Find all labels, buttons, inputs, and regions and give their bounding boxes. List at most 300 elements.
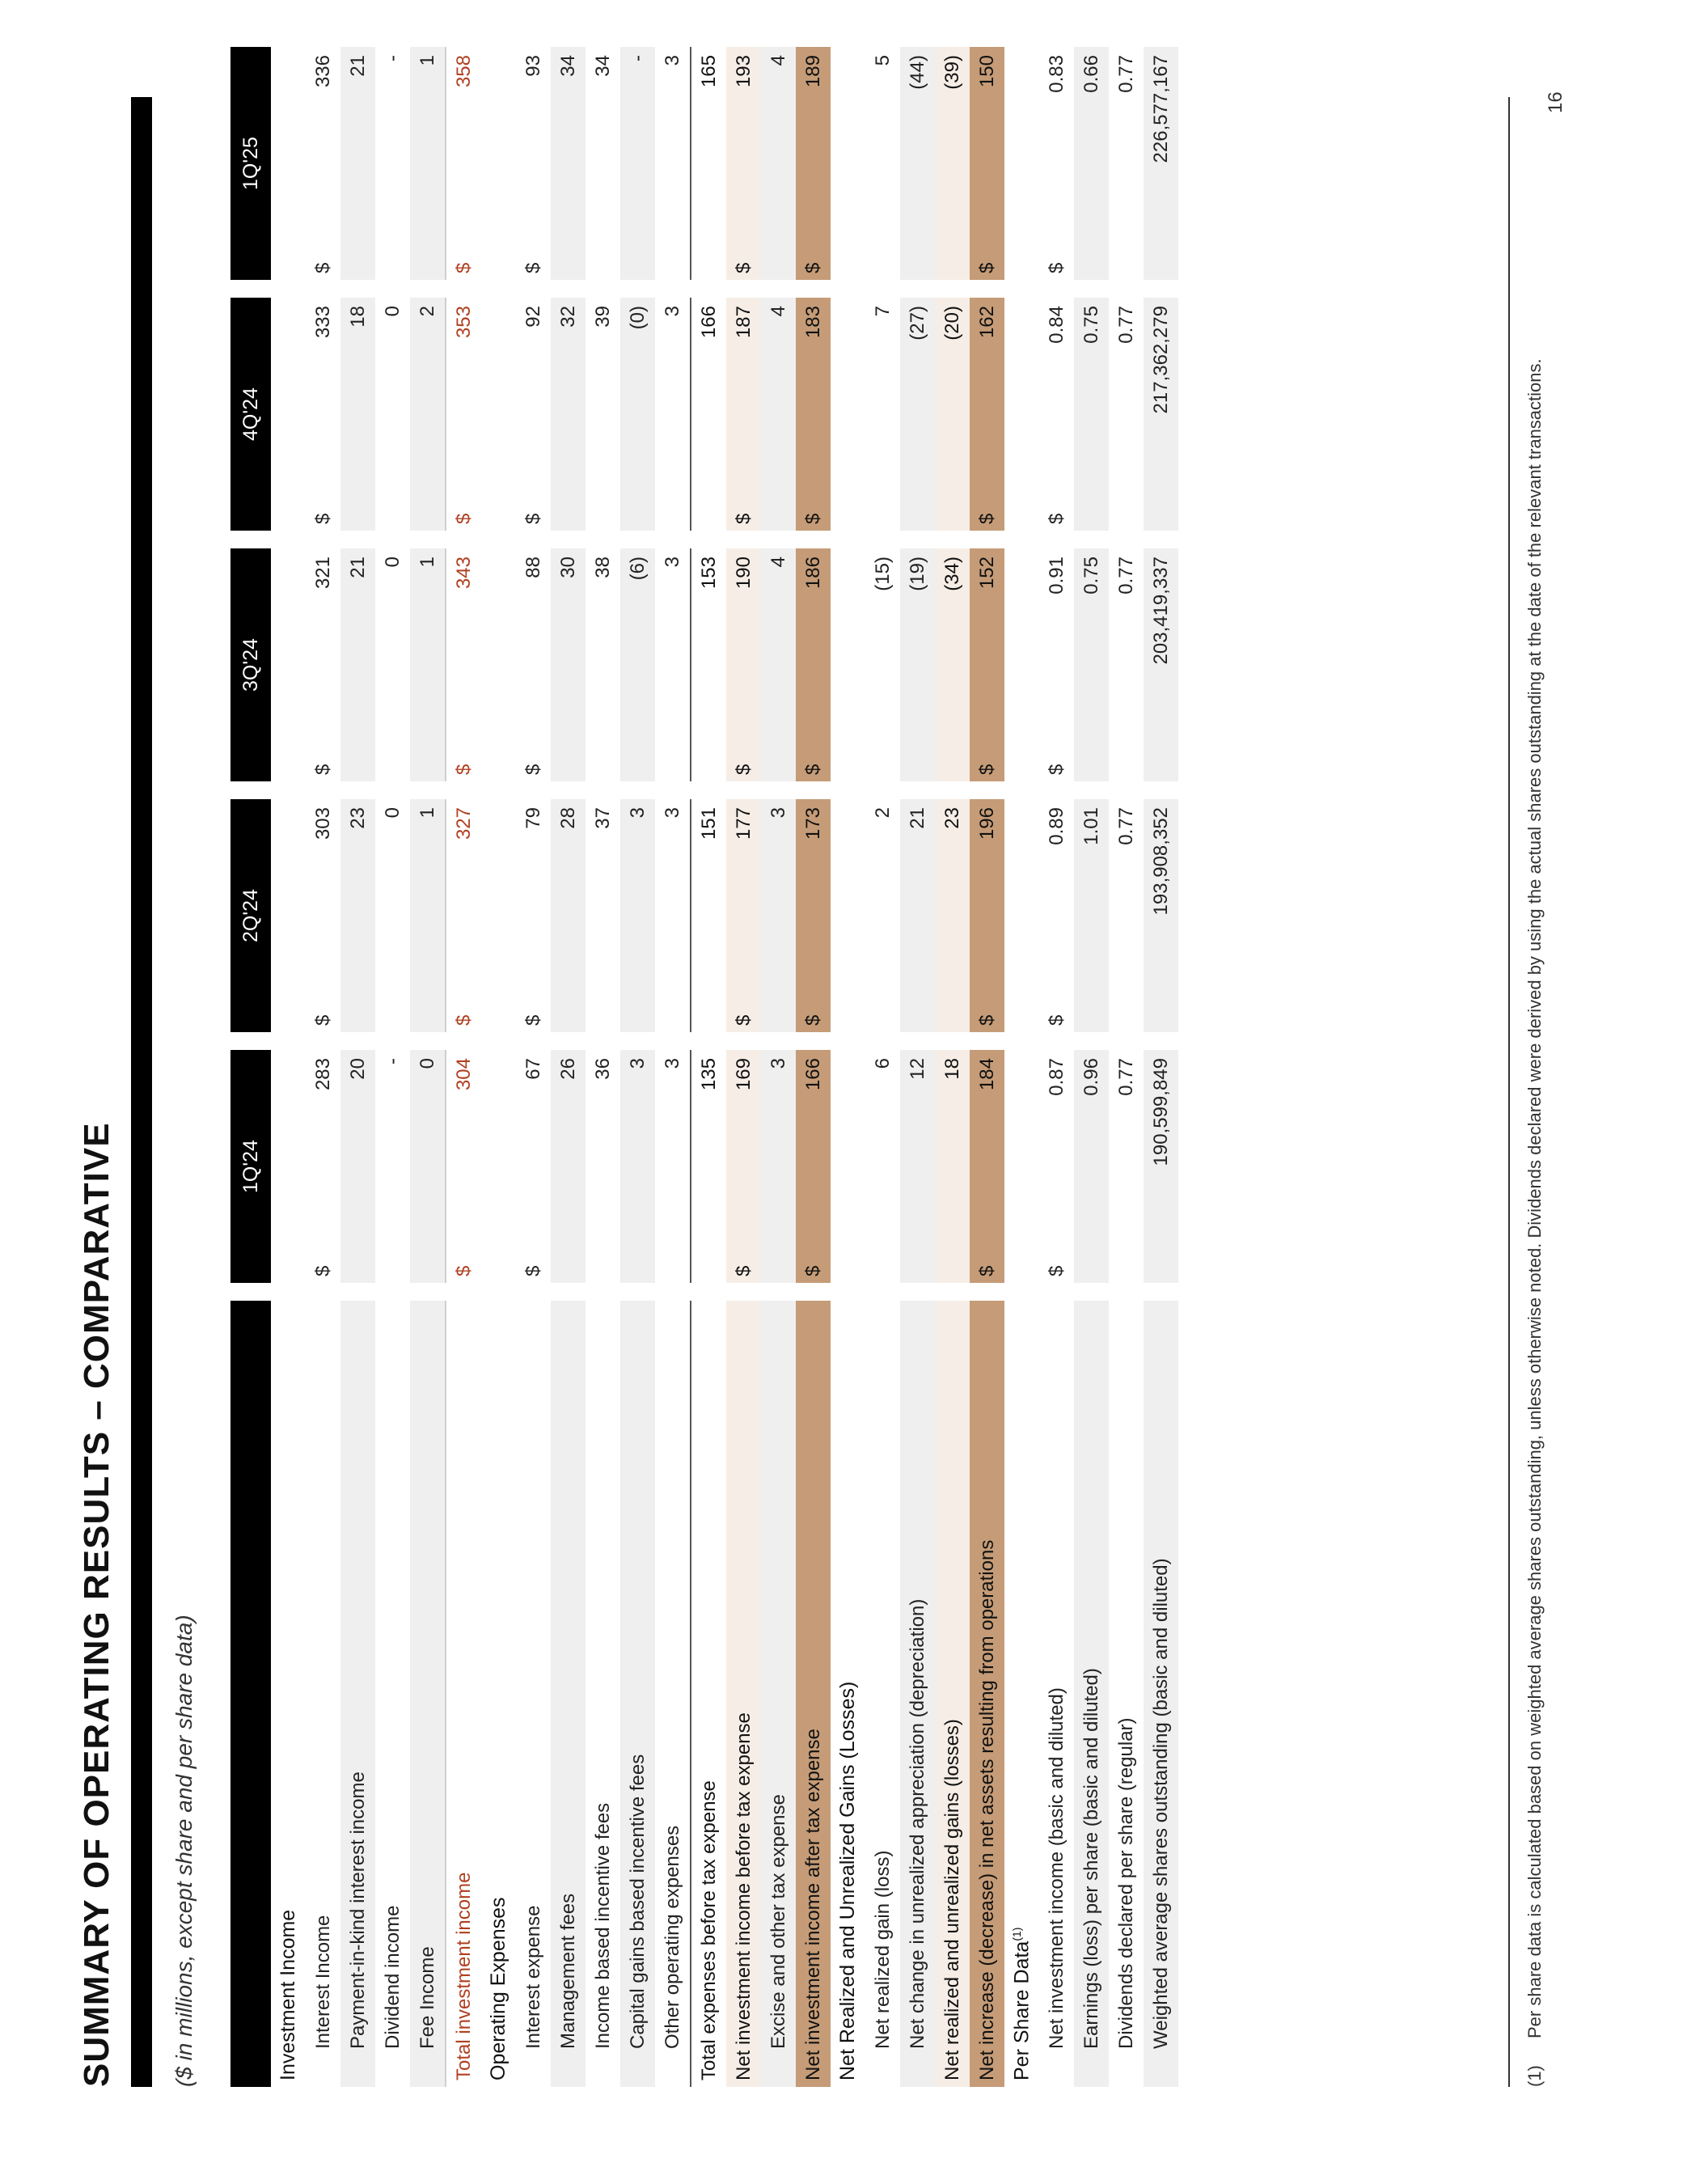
dollar-sign-cell <box>375 993 410 1032</box>
value-cell: (44) <box>900 47 935 241</box>
dollar-sign-cell: $ <box>311 764 334 775</box>
dollar-sign-cell <box>1004 241 1039 280</box>
value-cell: 0.75 <box>1074 548 1109 743</box>
value-cell <box>271 799 306 993</box>
value-cell: 165 <box>691 47 726 241</box>
dollar-sign-cell <box>481 1244 516 1283</box>
value-cell: 34 <box>551 47 586 241</box>
row-label-text: Other operating expenses <box>661 1825 683 2049</box>
value-cell <box>1004 548 1039 743</box>
dollar-sign-cell <box>1144 993 1178 1032</box>
dollar-sign-cell <box>1074 241 1109 280</box>
value-cell: 162 <box>970 298 1004 492</box>
column-gap <box>865 280 900 298</box>
column-gap <box>691 781 726 799</box>
row-label-text: Net realized gain (loss) <box>871 1850 894 2049</box>
table-row <box>1039 47 1074 2087</box>
row-label <box>761 1301 796 2087</box>
dollar-sign-cell <box>831 993 865 1032</box>
row-label <box>1074 1301 1109 2087</box>
value-cell: 0.77 <box>1114 557 1137 595</box>
column-gap <box>761 1032 796 1050</box>
column-gap <box>586 531 620 548</box>
dollar-sign-cell <box>271 492 306 531</box>
dollar-sign-cell <box>691 492 726 531</box>
column-gap <box>796 781 831 799</box>
dollar-sign-cell <box>761 241 796 280</box>
dollar-sign-cell <box>620 743 655 781</box>
row-label-text: Income based incentive fees <box>591 1802 614 2049</box>
column-gap <box>516 1283 551 1301</box>
column-gap <box>691 1032 726 1050</box>
value-cell: 0 <box>381 306 404 317</box>
value-cell: 18 <box>935 1050 970 1244</box>
value-cell: 135 <box>691 1050 726 1244</box>
dollar-sign-cell <box>831 492 865 531</box>
dollar-sign-cell: $ <box>1045 513 1068 524</box>
value-cell: 3 <box>620 799 655 993</box>
dollar-sign-cell: $ <box>726 492 761 531</box>
value-cell: 187 <box>726 298 761 492</box>
column-gap <box>935 280 970 298</box>
value-cell <box>831 298 865 492</box>
column-gap <box>655 1032 691 1050</box>
value-cell: 169 <box>726 1050 761 1244</box>
value-cell: 18 <box>340 298 375 492</box>
column-gap <box>1109 531 1144 548</box>
dollar-sign-cell <box>900 743 935 781</box>
column-gap <box>410 1283 446 1301</box>
dollar-sign-cell <box>935 743 970 781</box>
column-gap <box>970 781 1004 799</box>
footnote <box>1524 358 1545 2087</box>
value-cell: 30 <box>551 548 586 743</box>
value-cell: (15) <box>871 557 894 591</box>
column-gap <box>935 1032 970 1050</box>
column-gap <box>655 531 691 548</box>
column-gap <box>375 531 410 548</box>
value-cell: 0 <box>381 557 404 568</box>
dollar-sign-cell: $ <box>446 993 481 1032</box>
value-cell: 193 <box>726 47 761 241</box>
dollar-sign-cell <box>1109 1244 1144 1283</box>
table-row <box>410 47 446 2087</box>
value-cell: 3 <box>620 1050 655 1244</box>
row-label-text: Total expenses before tax expense <box>697 1780 720 2080</box>
dollar-sign-cell <box>655 241 691 280</box>
table-row <box>306 47 340 2087</box>
dollar-sign-cell <box>761 1244 796 1283</box>
dollar-sign-cell <box>340 241 375 280</box>
value-cell: 32 <box>551 298 586 492</box>
value-cell: 37 <box>591 807 614 829</box>
row-label <box>726 1301 761 2087</box>
value-cell: 92 <box>522 306 544 328</box>
dollar-sign-cell <box>481 492 516 531</box>
dollar-sign-cell <box>586 743 620 781</box>
row-label <box>1144 1301 1178 2087</box>
value-cell: 0.77 <box>1114 55 1137 93</box>
dollar-sign-cell <box>551 993 586 1032</box>
dollar-sign-cell <box>935 241 970 280</box>
dollar-sign-cell <box>900 993 935 1032</box>
value-cell <box>481 47 516 241</box>
row-label <box>446 1301 481 2087</box>
section-header-row <box>271 47 306 2087</box>
value-cell: 3 <box>661 306 683 317</box>
row-label-text: Net realized and unrealized gains (losses) <box>941 1719 963 2080</box>
dollar-sign-cell: $ <box>446 1244 481 1283</box>
value-cell: 283 <box>311 1058 334 1091</box>
value-cell: 67 <box>522 1058 544 1080</box>
row-label-text: Earnings (loss) per share (basic and diluted) <box>1080 1668 1102 2049</box>
value-cell: 217,362,279 <box>1144 298 1178 492</box>
dollar-sign-cell: $ <box>796 492 831 531</box>
dollar-sign-cell <box>1109 993 1144 1032</box>
column-gap <box>340 531 375 548</box>
dollar-sign-cell: $ <box>726 241 761 280</box>
column-gap <box>516 1032 551 1050</box>
dollar-sign-cell <box>1144 743 1178 781</box>
dollar-sign-cell <box>761 492 796 531</box>
dollar-sign-cell <box>1004 1244 1039 1283</box>
row-label-text: Total investment income <box>452 1872 475 2080</box>
table-row <box>900 47 935 2087</box>
dollar-sign-cell <box>620 1244 655 1283</box>
row-label-text: Payment-in-kind interest income <box>346 1771 369 2049</box>
column-gap <box>970 531 1004 548</box>
column-gap <box>516 280 551 298</box>
row-label-text: Weighted average shares outstanding (basic and diluted) <box>1149 1558 1172 2049</box>
column-gap <box>1144 1032 1178 1050</box>
row-label <box>375 1301 410 2087</box>
row-label-text: Per Share Data <box>1010 1941 1034 2080</box>
value-cell: 0.84 <box>1045 306 1068 344</box>
column-gap <box>900 280 935 298</box>
value-cell: 2 <box>871 807 894 819</box>
column-gap <box>900 781 935 799</box>
column-gap <box>1074 781 1109 799</box>
dollar-sign-cell <box>1109 241 1144 280</box>
column-gap <box>340 781 375 799</box>
column-gap <box>586 781 620 799</box>
dollar-sign-cell: $ <box>796 993 831 1032</box>
row-label <box>271 1301 306 2087</box>
dollar-sign-cell <box>831 743 865 781</box>
column-gap <box>1039 1032 1074 1050</box>
row-label <box>1109 1301 1144 2087</box>
value-cell: (39) <box>935 47 970 241</box>
column-gap <box>340 1032 375 1050</box>
dollar-sign-cell <box>375 743 410 781</box>
dollar-sign-cell <box>586 492 620 531</box>
column-gap <box>1144 1283 1178 1301</box>
column-gap <box>691 280 726 298</box>
dollar-sign-cell <box>900 1244 935 1283</box>
column-gap <box>1144 531 1178 548</box>
value-cell: 0.83 <box>1045 55 1068 93</box>
dollar-sign-cell <box>375 492 410 531</box>
dollar-sign-cell <box>340 1244 375 1283</box>
value-cell: - <box>620 47 655 241</box>
value-cell: 3 <box>661 557 683 568</box>
dollar-sign-cell <box>271 241 306 280</box>
dollar-sign-cell: $ <box>970 993 1004 1032</box>
value-cell: 4 <box>761 548 796 743</box>
value-cell: 304 <box>446 1050 481 1244</box>
row-label-text: Net change in unrealized appreciation (depreciation) <box>906 1598 928 2049</box>
value-cell <box>481 298 516 492</box>
value-cell <box>481 548 516 743</box>
dollar-sign-cell <box>551 492 586 531</box>
column-gap <box>271 781 306 799</box>
value-cell: 177 <box>726 799 761 993</box>
value-cell: 189 <box>796 47 831 241</box>
dollar-sign-cell <box>761 993 796 1032</box>
column-gap <box>620 1032 655 1050</box>
column-gap <box>446 1283 481 1301</box>
value-cell: 23 <box>935 799 970 993</box>
value-cell: 353 <box>446 298 481 492</box>
column-gap <box>271 280 306 298</box>
footnote-rule <box>1508 97 1510 2087</box>
column-gap <box>761 280 796 298</box>
value-cell: 21 <box>900 799 935 993</box>
value-cell: 3 <box>761 799 796 993</box>
column-gap <box>410 280 446 298</box>
value-cell: 21 <box>340 548 375 743</box>
dollar-sign-cell: $ <box>446 743 481 781</box>
dollar-sign-cell: $ <box>446 492 481 531</box>
value-cell: 1 <box>410 548 446 743</box>
row-label-text: Net increase (decrease) in net assets resulting from operations <box>975 1539 998 2080</box>
dollar-sign-cell: $ <box>522 1014 544 1026</box>
dollar-sign-cell: $ <box>970 241 1004 280</box>
column-gap <box>865 1032 900 1050</box>
value-cell: 20 <box>340 1050 375 1244</box>
column-gap <box>586 1032 620 1050</box>
column-gap <box>865 1283 900 1301</box>
row-label <box>1039 1301 1074 2087</box>
column-header-0: 1Q'24 <box>230 1050 271 1283</box>
row-label <box>516 1301 551 2087</box>
dollar-sign-cell <box>620 241 655 280</box>
column-gap <box>551 1032 586 1050</box>
row-label-text: Net investment income before tax expense <box>732 1712 755 2080</box>
dollar-sign-cell <box>481 241 516 280</box>
column-gap <box>1004 531 1039 548</box>
column-gap <box>481 531 516 548</box>
dollar-sign-cell <box>865 743 900 781</box>
value-cell: 193,908,352 <box>1144 799 1178 993</box>
row-label-text: Net Realized and Unrealized Gains (Losses) <box>836 1681 859 2080</box>
dollar-sign-cell: $ <box>1045 1014 1068 1026</box>
value-cell: 226,577,167 <box>1144 47 1178 241</box>
value-cell: - <box>381 55 404 61</box>
row-label-text: Interest expense <box>522 1905 544 2049</box>
value-cell <box>1004 47 1039 241</box>
dollar-sign-cell <box>1004 993 1039 1032</box>
table-row <box>586 47 620 2087</box>
column-gap <box>1074 1283 1109 1301</box>
value-cell <box>831 548 865 743</box>
dollar-sign-cell <box>1074 492 1109 531</box>
dollar-sign-cell: $ <box>796 1244 831 1283</box>
table-row <box>1109 47 1144 2087</box>
value-cell: 0.77 <box>1114 1058 1137 1096</box>
dollar-sign-cell <box>586 1244 620 1283</box>
value-cell: 38 <box>591 557 614 578</box>
column-gap <box>620 1283 655 1301</box>
column-gap <box>1109 781 1144 799</box>
dollar-sign-cell <box>620 993 655 1032</box>
dollar-sign-cell <box>1109 743 1144 781</box>
footnote-ref: (1) <box>1009 1927 1023 1941</box>
row-label <box>935 1301 970 2087</box>
row-label <box>410 1301 446 2087</box>
value-cell: 1.01 <box>1074 799 1109 993</box>
column-gap <box>761 1283 796 1301</box>
column-gap <box>375 1032 410 1050</box>
value-cell: (0) <box>620 298 655 492</box>
row-label <box>970 1301 1004 2087</box>
table-header-row <box>230 47 271 2087</box>
column-gap <box>551 781 586 799</box>
value-cell: 7 <box>871 306 894 317</box>
value-cell: - <box>381 1058 404 1064</box>
column-gap <box>831 280 865 298</box>
column-gap <box>410 781 446 799</box>
column-gap <box>375 781 410 799</box>
dollar-sign-cell <box>271 993 306 1032</box>
dollar-sign-cell <box>410 241 446 280</box>
dollar-sign-cell <box>1074 993 1109 1032</box>
column-gap <box>410 1032 446 1050</box>
dollar-sign-cell: $ <box>1045 1265 1068 1276</box>
column-gap <box>726 280 761 298</box>
row-label <box>900 1301 935 2087</box>
table-row <box>340 47 375 2087</box>
column-gap <box>516 531 551 548</box>
value-cell: (20) <box>935 298 970 492</box>
row-label-text: Dividends declared per share (regular) <box>1114 1717 1137 2049</box>
dollar-sign-cell <box>865 1244 900 1283</box>
column-gap <box>620 781 655 799</box>
column-gap <box>1074 531 1109 548</box>
column-header-3: 4Q'24 <box>230 298 271 531</box>
dollar-sign-cell <box>1074 1244 1109 1283</box>
value-cell <box>1004 298 1039 492</box>
column-gap <box>900 1032 935 1050</box>
value-cell <box>271 47 306 241</box>
dollar-sign-cell <box>620 492 655 531</box>
row-label <box>655 1301 691 2087</box>
dollar-sign-cell <box>655 993 691 1032</box>
value-cell: 190,599,849 <box>1144 1050 1178 1244</box>
column-gap <box>271 531 306 548</box>
value-cell: 203,419,337 <box>1144 548 1178 743</box>
page-subtitle: ($ in millions, except share and per share data) <box>171 1615 197 2087</box>
column-gap <box>831 1283 865 1301</box>
dollar-sign-cell <box>271 743 306 781</box>
column-gap <box>655 781 691 799</box>
column-gap <box>726 781 761 799</box>
value-cell: 6 <box>871 1058 894 1069</box>
dollar-sign-cell: $ <box>970 743 1004 781</box>
column-gap <box>796 531 831 548</box>
value-cell: 28 <box>551 799 586 993</box>
table-row <box>1074 47 1109 2087</box>
column-header-4: 1Q'25 <box>230 47 271 280</box>
column-gap <box>655 1283 691 1301</box>
value-cell: 88 <box>522 557 544 578</box>
value-cell: 0.77 <box>1114 306 1137 344</box>
value-cell: (6) <box>620 548 655 743</box>
dollar-sign-cell <box>900 492 935 531</box>
value-cell <box>271 1050 306 1244</box>
value-cell: 3 <box>761 1050 796 1244</box>
value-cell: 183 <box>796 298 831 492</box>
column-gap <box>1074 280 1109 298</box>
row-label <box>831 1301 865 2087</box>
value-cell: 343 <box>446 548 481 743</box>
column-gap <box>340 280 375 298</box>
value-cell: 0.96 <box>1074 1050 1109 1244</box>
dollar-sign-cell: $ <box>522 513 544 524</box>
value-cell: 321 <box>311 557 334 590</box>
column-gap <box>1144 280 1178 298</box>
dollar-sign-cell <box>865 993 900 1032</box>
value-cell: 152 <box>970 548 1004 743</box>
row-label-text: Fee Income <box>416 1946 438 2049</box>
dollar-sign-cell <box>410 492 446 531</box>
dollar-sign-cell <box>691 241 726 280</box>
column-gap <box>230 531 271 548</box>
dollar-sign-cell <box>935 993 970 1032</box>
row-label <box>796 1301 831 2087</box>
column-gap <box>230 781 271 799</box>
dollar-sign-cell <box>340 492 375 531</box>
value-cell <box>1004 1050 1039 1244</box>
row-label-text: Excise and other tax expense <box>767 1794 789 2049</box>
table-row <box>761 47 796 2087</box>
dollar-sign-cell <box>900 241 935 280</box>
column-gap <box>230 1283 271 1301</box>
value-cell: 39 <box>591 306 614 328</box>
column-gap <box>1039 1283 1074 1301</box>
dollar-sign-cell <box>375 241 410 280</box>
value-cell: 173 <box>796 799 831 993</box>
dollar-sign-cell <box>865 241 900 280</box>
dollar-sign-cell: $ <box>970 1244 1004 1283</box>
header-label-cell <box>230 1301 271 2087</box>
page-title: SUMMARY OF OPERATING RESULTS – COMPARATIVE <box>77 1122 116 2087</box>
operating-results-table <box>230 47 1178 2087</box>
value-cell: 0.89 <box>1045 807 1068 845</box>
dollar-sign-cell: $ <box>311 262 334 273</box>
value-cell <box>271 298 306 492</box>
column-gap <box>586 280 620 298</box>
row-label <box>620 1301 655 2087</box>
value-cell <box>271 548 306 743</box>
column-gap <box>796 1032 831 1050</box>
column-gap <box>481 1032 516 1050</box>
column-gap <box>726 1283 761 1301</box>
value-cell: 333 <box>311 306 334 339</box>
dollar-sign-cell: $ <box>522 764 544 775</box>
footnote-marker: (1) <box>1524 2065 1545 2087</box>
value-cell: 190 <box>726 548 761 743</box>
